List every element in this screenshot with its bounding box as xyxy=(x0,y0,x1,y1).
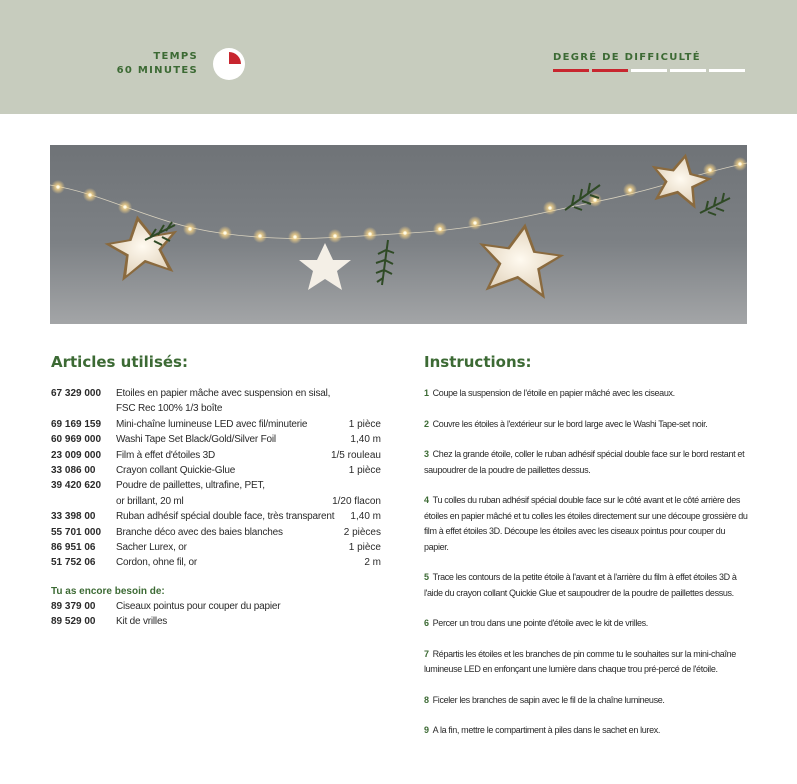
article-description: Film à effet d'étoiles 3D xyxy=(116,449,215,461)
difficulty-segment xyxy=(592,69,628,72)
article-description: FSC Rec 100% 1/3 boîte xyxy=(116,403,223,415)
article-quantity: 1/20 flacon xyxy=(332,495,381,507)
step-number: 3 xyxy=(424,449,429,459)
step-number: 5 xyxy=(424,572,429,582)
article-row xyxy=(51,525,381,540)
instruction-step xyxy=(424,616,750,632)
article-row xyxy=(51,463,381,478)
instruction-step xyxy=(424,693,750,709)
step-number: 6 xyxy=(424,618,429,628)
instruction-step xyxy=(424,417,750,433)
step-text: Couvre les étoiles à l'extérieur sur le bord large avec le Washi Tape-set noir. xyxy=(432,418,708,429)
instruction-step xyxy=(424,570,750,601)
star-garland-photo xyxy=(50,145,747,324)
step-text: Trace les contours de la petite étoile à l'avant et à l'arrière du film à effet étoiles 3D à l'aide du crayon collant Quickie Glue et saupoudrer de la poudre de paillettes dessus. xyxy=(424,572,737,598)
article-row xyxy=(51,401,381,416)
difficulty-segment xyxy=(709,69,745,72)
instruction-step xyxy=(424,647,750,678)
article-quantity: 1,40 m xyxy=(350,434,381,446)
article-number: 51 752 06 xyxy=(51,557,96,569)
article-description: Ruban adhésif spécial double face, très transparent xyxy=(116,511,335,523)
step-text: Chez la grande étoile, coller le ruban adhésif spécial double face sur le bord restant et saupoudrer de la poudre de paillettes dessus. xyxy=(424,449,745,475)
extra-item-number: 89 529 00 xyxy=(51,616,96,628)
step-text: A la fin, mettre le compartiment à piles dans le sachet en lurex. xyxy=(432,725,661,735)
article-number xyxy=(51,494,116,509)
article-description: Washi Tape Set Black/Gold/Silver Foil xyxy=(116,434,276,446)
article-row xyxy=(51,432,381,447)
article-quantity xyxy=(337,386,381,401)
clock-quarter-icon xyxy=(212,47,246,81)
step-number: 4 xyxy=(424,495,429,505)
article-quantity: 1 pièce xyxy=(348,465,381,477)
article-row xyxy=(51,509,381,524)
step-text: Percer un trou dans une pointe d'étoile avec le kit de vrilles. xyxy=(432,618,648,628)
article-row xyxy=(51,478,381,493)
article-description: or brillant, 20 ml xyxy=(116,495,184,507)
article-row xyxy=(51,494,381,509)
article-row xyxy=(51,386,381,401)
extra-items-title: Tu as encore besoin de: xyxy=(51,585,165,597)
extra-item-row xyxy=(51,599,381,614)
step-text: Répartis les étoiles et les branches de pin comme tu le souhaites sur la mini-chaîne lumineuse LED en enfonçant une lumière dans chaque trou pré-percé de l'étoile. xyxy=(424,648,736,674)
article-description: Poudre de paillettes, ultrafine, PET, xyxy=(116,480,265,492)
article-number: 55 701 000 xyxy=(51,526,102,538)
header-band xyxy=(0,0,797,114)
instructions-title: Instructions: xyxy=(424,353,532,371)
instruction-step xyxy=(424,447,750,478)
difficulty-segment xyxy=(670,69,706,72)
article-description: Cordon, ohne fil, or xyxy=(116,557,198,569)
instruction-step xyxy=(424,723,750,739)
extra-items-list xyxy=(51,599,381,630)
article-number: 33 086 00 xyxy=(51,465,96,477)
step-number: 7 xyxy=(424,648,429,659)
article-quantity: 2 m xyxy=(364,557,381,569)
article-quantity xyxy=(337,401,381,416)
difficulty-label: DEGRÉ DE DIFFICULTÉ xyxy=(553,52,701,63)
instruction-step xyxy=(424,386,750,402)
article-row xyxy=(51,448,381,463)
time-value: 60 MINUTES xyxy=(116,65,198,76)
difficulty-segment xyxy=(631,69,667,72)
steps-list xyxy=(424,386,750,739)
step-number: 8 xyxy=(424,694,429,705)
step-number: 1 xyxy=(424,388,429,398)
article-number: 60 969 000 xyxy=(51,434,102,446)
article-number: 69 169 159 xyxy=(51,418,102,430)
article-row xyxy=(51,540,381,555)
article-quantity: 1,40 m xyxy=(350,511,381,523)
article-number: 39 420 620 xyxy=(51,480,102,492)
difficulty-segment xyxy=(553,69,589,72)
extra-item-description: Ciseaux pointus pour couper du papier xyxy=(116,600,281,612)
article-number: 67 329 000 xyxy=(51,388,102,399)
article-description: Crayon collant Quickie-Glue xyxy=(116,465,236,477)
article-row xyxy=(51,555,381,570)
instruction-step xyxy=(424,493,750,555)
article-quantity xyxy=(337,478,381,493)
articles-list xyxy=(51,386,381,571)
step-number: 2 xyxy=(424,418,429,429)
article-quantity: 1/5 rouleau xyxy=(330,449,381,461)
article-description: Sacher Lurex, or xyxy=(116,542,187,554)
time-block xyxy=(100,50,198,78)
extra-item-row xyxy=(51,614,381,629)
extra-item-description: Kit de vrilles xyxy=(116,616,168,628)
article-number: 33 398 00 xyxy=(51,511,96,523)
articles-title: Articles utilisés: xyxy=(51,353,188,371)
article-number: 23 009 000 xyxy=(51,449,102,461)
article-description: Branche déco avec des baies blanches xyxy=(116,526,283,538)
article-row xyxy=(51,417,381,432)
article-description: Mini-chaîne lumineuse LED avec fil/minuterie xyxy=(116,418,308,430)
article-quantity: 1 pièce xyxy=(348,542,381,554)
extra-item-number: 89 379 00 xyxy=(51,600,96,612)
instructions-section xyxy=(424,352,750,754)
article-number xyxy=(51,401,116,416)
article-quantity: 2 pièces xyxy=(343,526,381,538)
article-quantity: 1 pièce xyxy=(348,418,381,430)
step-text: Coupe la suspension de l'étoile en papier mâché avec les ciseaux. xyxy=(432,388,675,398)
step-text: Tu colles du ruban adhésif spécial double face sur le côté avant et le côté arrière des étoiles en papier mâché et tu colles les étoiles directement sur une découpe grossière du film à effet étoiles 3D. Découpe les étoiles avec les ciseaux pointus pour couper du papier. xyxy=(424,495,748,552)
articles-section xyxy=(51,352,381,630)
time-label: TEMPS xyxy=(153,51,198,62)
difficulty-block xyxy=(553,51,747,72)
step-text: Ficeler les branches de sapin avec le fil de la chaîne lumineuse. xyxy=(432,694,665,705)
step-number: 9 xyxy=(424,725,429,735)
difficulty-meter xyxy=(553,69,747,72)
article-description: Etoiles en papier mâche avec suspension en sisal, xyxy=(116,388,331,399)
article-number: 86 951 06 xyxy=(51,542,96,554)
